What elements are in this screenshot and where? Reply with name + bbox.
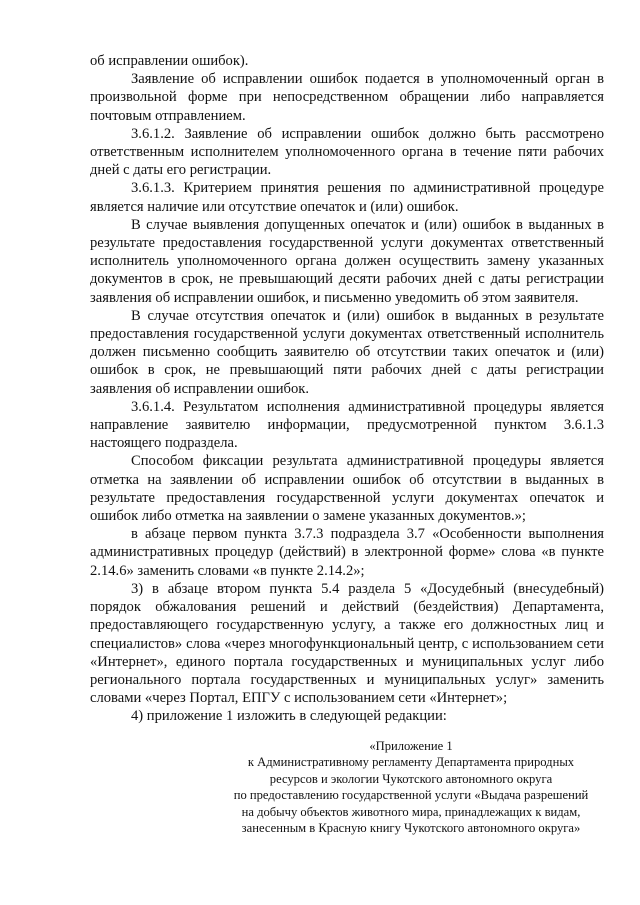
appendix-heading [220, 738, 602, 836]
document-body [90, 52, 604, 726]
appendix-line: на добычу объектов животного мира, принадлежащих к видам, [241, 804, 581, 819]
paragraph-5-4-amendment: 3) в абзаце втором пункта 5.4 раздела 5 «Досудебный (внесудебный) порядок обжалования решений и действий (бездействия) Департамента, предоставляющего государственную услугу, а также его должностных лиц и специалистов» слова «через многофункциональный центр, с использованием сети «Интернет», единого портала государственных и муниципальных услуг либо регионального портала государственных и муниципальных услуг» заменить словами «через Портал, ЕПГУ с использованием сети «Интернет»; [90, 580, 604, 707]
appendix-line: к Административному регламенту Департамента природных [247, 755, 575, 770]
paragraph-errors-absent: В случае отсутствия опечаток и (или) ошибок в выданных в результате предоставления государственной услуги документах ответственный исполнитель должен письменно сообщить заявителю об отсутствии таких опечаток и (или) ошибок в срок, не превышающий пяти рабочих дней с даты регистрации заявления об исправлении ошибок. [90, 307, 604, 397]
appendix-line: по предоставлению государственной услуги «Выдача разрешений [233, 788, 589, 803]
appendix-line: ресурсов и экологии Чукотского автономного округа [269, 771, 553, 786]
appendix-line: занесенным в Красную книгу Чукотского автономного округа» [241, 821, 581, 836]
paragraph-application-submission: Заявление об исправлении ошибок подается в уполномоченный орган в произвольной форме при непосредственном обращении либо направляется почтовым отправлением. [90, 71, 604, 124]
paragraph-3-6-1-4: 3.6.1.4. Результатом исполнения административной процедуры является направление заявителю информации, предусмотренной пунктом 3.6.1.3 настоящего подраздела. [90, 398, 604, 452]
paragraph-fixation-method: Способом фиксации результата административной процедуры является отметка на заявлении об исправлении ошибок об отсутствии в выданных в результате предоставления государственной услуги документах опечаток и ошибок либо отметка на заявлении о замене указанных документов.»; [90, 453, 604, 525]
paragraph-continuation: об исправлении ошибок). [90, 53, 249, 69]
paragraph-3-6-1-3: 3.6.1.3. Критерием принятия решения по административной процедуре является наличие или отсутствие опечаток и (или) ошибок. [90, 180, 604, 215]
appendix-title: «Приложение 1 [369, 739, 453, 753]
paragraph-appendix-intro: 4) приложение 1 изложить в следующей редакции: [131, 708, 447, 725]
paragraph-3-6-1-2: 3.6.1.2. Заявление об исправлении ошибок должно быть рассмотрено ответственным исполнителем уполномоченного органа в течение пяти рабочих дней с даты его регистрации. [90, 125, 604, 179]
paragraph-errors-found: В случае выявления допущенных опечаток и (или) ошибок в выданных в результате предоставления государственной услуги документах ответственный исполнитель уполномоченного органа должен осуществить замену указанных документов в срок, не превышающий десяти рабочих дней с даты регистрации заявления об исправлении ошибок, и письменно уведомить об этом заявителя. [90, 216, 604, 306]
paragraph-3-7-3-amendment: в абзаце первом пункта 3.7.3 подраздела 3.7 «Особенности выполнения административных процедур (действий) в электронной форме» слова «в пункте 2.14.6» заменить словами «в пункте 2.14.2»; [90, 526, 604, 579]
